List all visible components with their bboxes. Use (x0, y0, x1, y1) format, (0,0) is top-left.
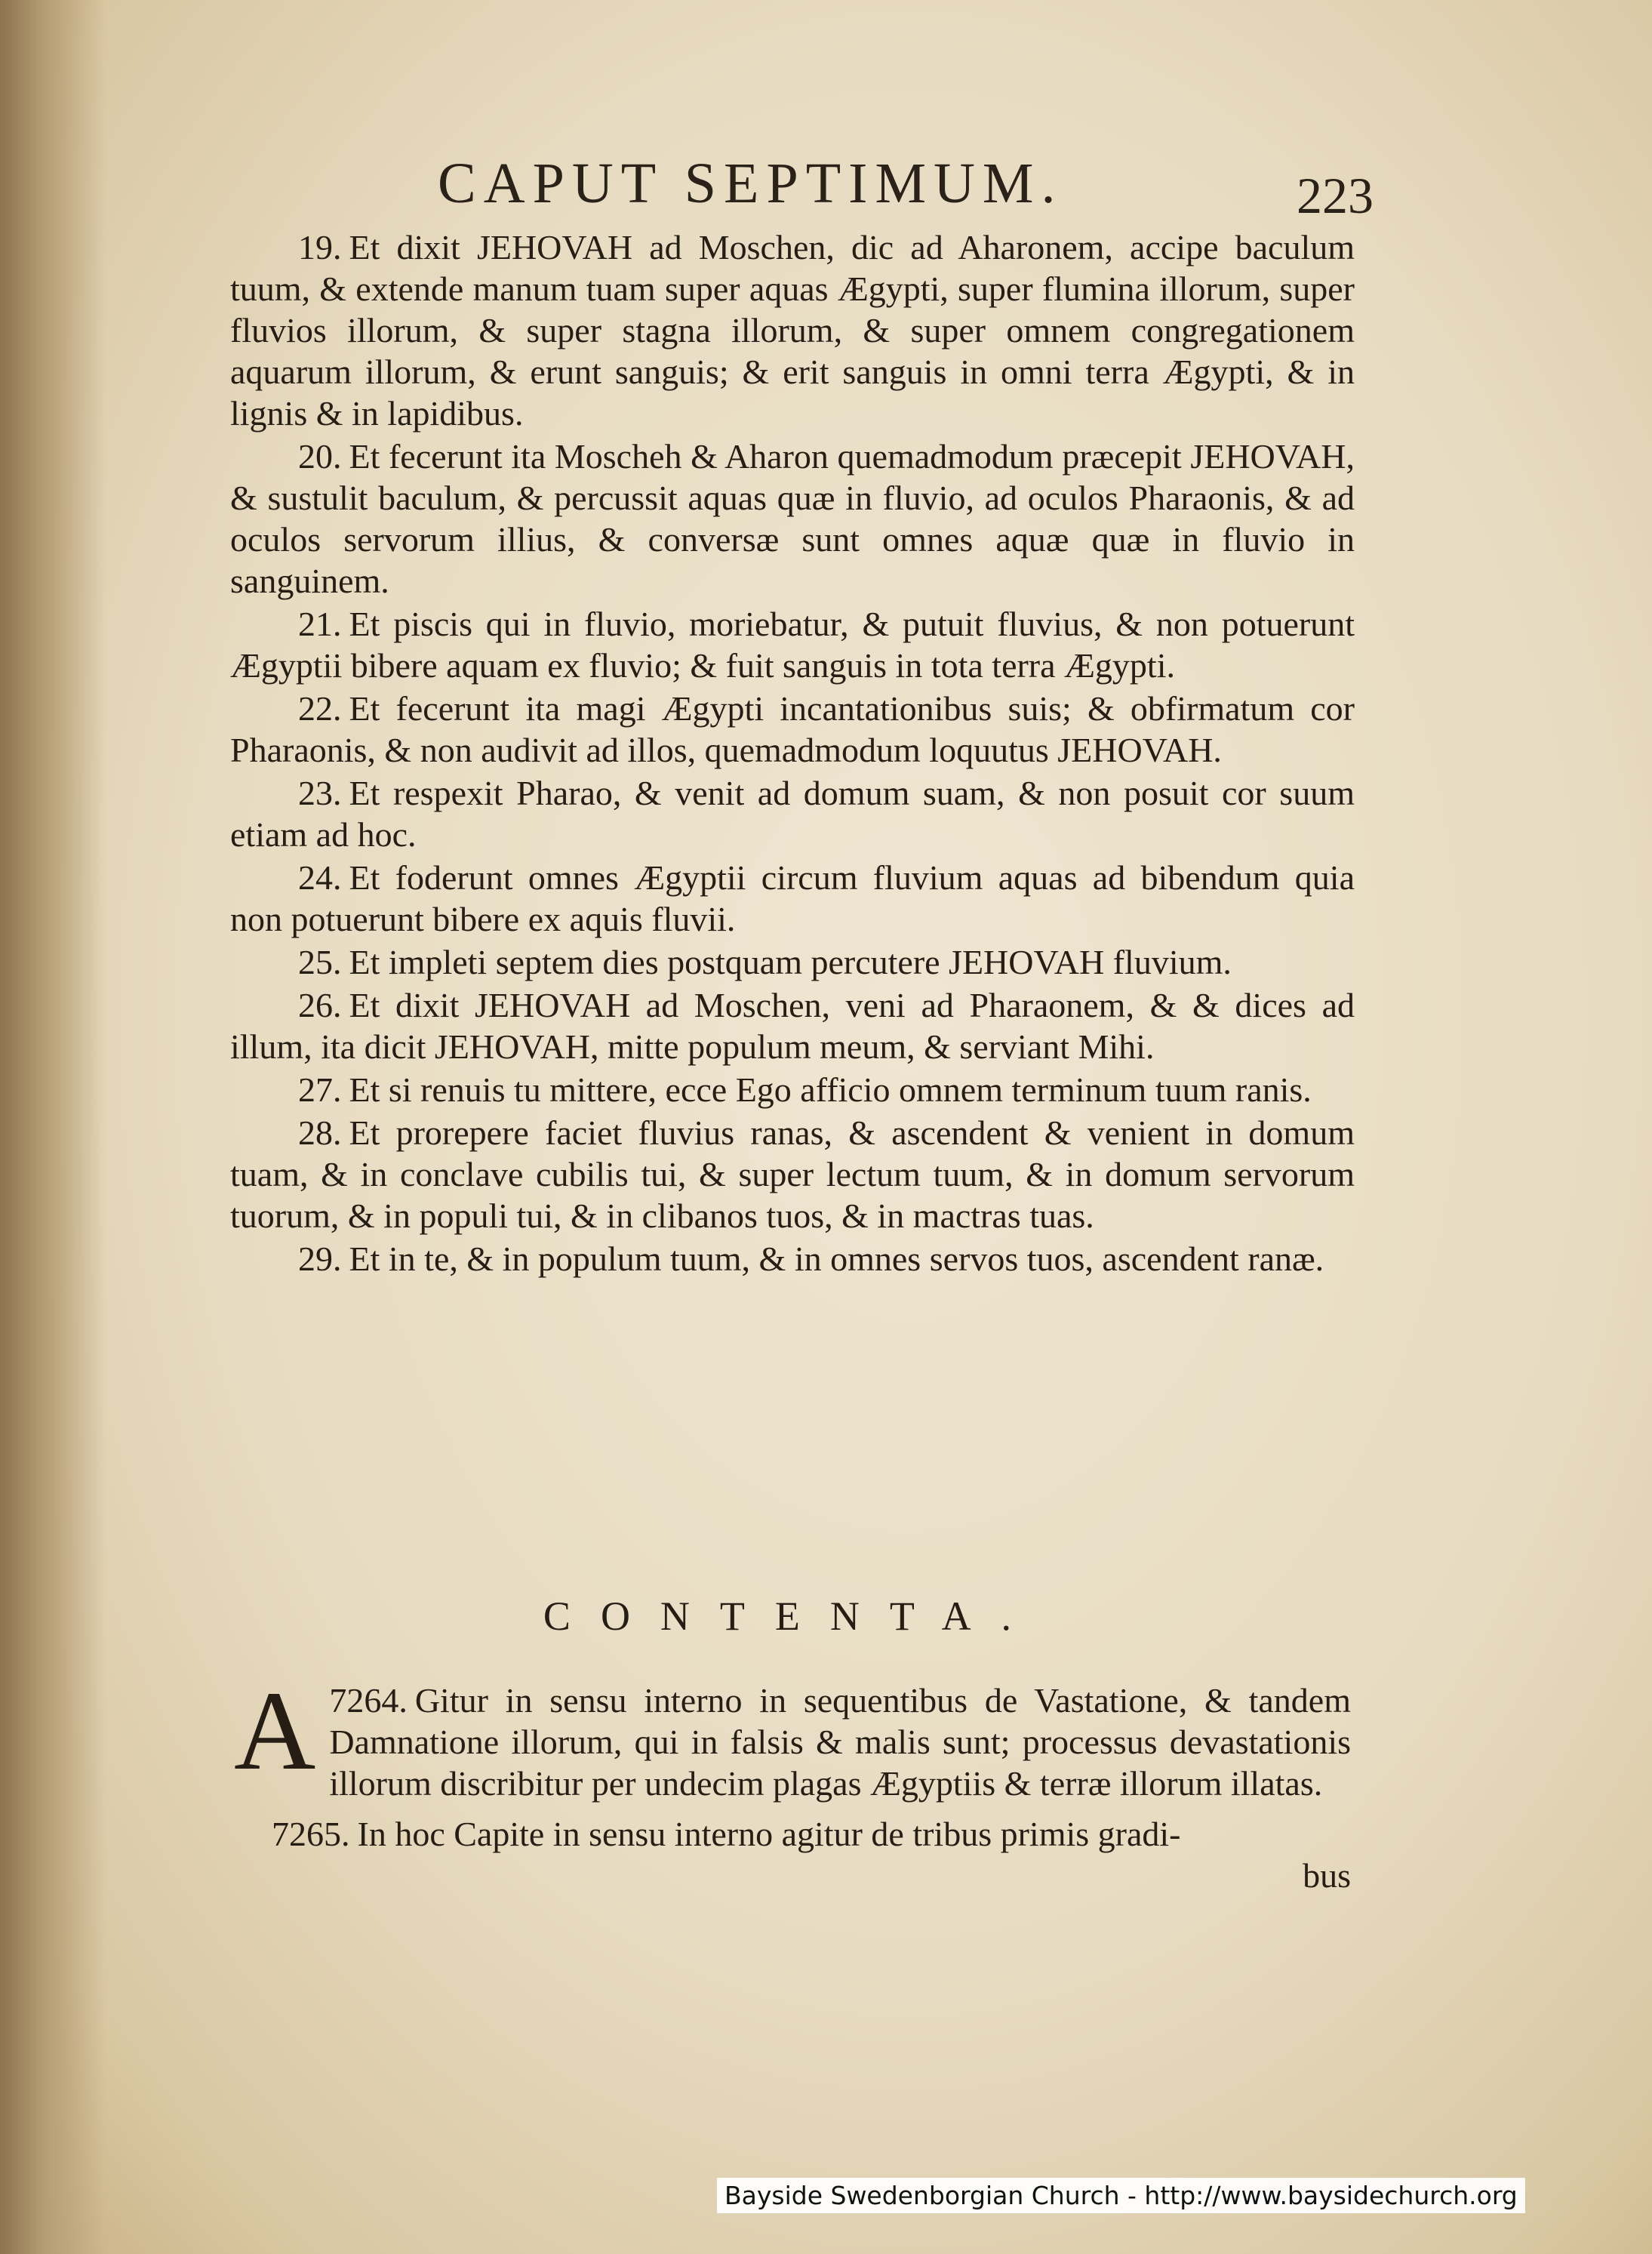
verse-text: Et prorepere faciet fluvius ranas, & ascendent & venient in domum tuam, & in conclave cubilis tui, & super lectum tuum, & in domum servorum tuorum, & in populi tui, & in clibanos tuos, & in mactras tuas. (230, 1113, 1355, 1235)
verse-text: Et fecerunt ita magi Ægypti incantationibus suis; & obfirmatum cor Pharaonis, & non audivit ad illos, quemadmodum loquutus JEHOVAH. (230, 689, 1355, 769)
running-head: CAPUT SEPTIMUM. (438, 152, 1063, 215)
verse-list (230, 226, 1355, 1281)
verse-number: 27. (298, 1070, 342, 1109)
verse-21 (230, 603, 1355, 686)
page-header (226, 151, 1374, 234)
verse-26 (230, 984, 1355, 1067)
verse-25 (230, 941, 1355, 983)
drop-cap: A (234, 1668, 316, 1794)
paragraph-7265 (226, 1813, 1351, 1855)
verse-20 (230, 436, 1355, 602)
verse-28 (230, 1112, 1355, 1236)
verse-text: Et dixit JEHOVAH ad Moschen, dic ad Aharonem, accipe baculum tuum, & extende manum tuam super aquas Ægypti, super flumina illorum, super fluvios illorum, & super stagna illorum, & super omnem congregationem aquarum illorum, & erunt sanguis; & erit sanguis in omni terra Ægypti, & in lignis & in lapidibus. (230, 228, 1355, 433)
verse-text: Et fecerunt ita Moscheh & Aharon quemadmodum præcepit JEHOVAH, & sustulit baculum, & percussit aquas quæ in fluvio, ad oculos Pharaonis, & ad oculos servorum illius, & conversæ sunt omnes aquæ quæ in fluvio in sanguinem. (230, 437, 1355, 600)
verse-19 (230, 226, 1355, 434)
verse-number: 21. (298, 605, 342, 643)
verse-text: Et impleti septem dies postquam percutere JEHOVAH fluvium. (349, 943, 1232, 981)
verse-text: Et in te, & in populum tuum, & in omnes servos tuos, ascendent ranæ. (349, 1239, 1324, 1278)
verse-number: 26. (298, 986, 342, 1024)
catchword: bus (1303, 1856, 1351, 1895)
verse-text: Et respexit Pharao, & venit ad domum suam, & non posuit cor suum etiam ad hoc. (230, 774, 1355, 854)
verse-number: 22. (298, 689, 342, 728)
verse-24 (230, 857, 1355, 940)
page-number: 223 (1297, 167, 1374, 224)
source-credit: Bayside Swedenborgian Church - http://www.baysidechurch.org (717, 2178, 1525, 2213)
contenta-block (226, 1668, 1351, 1896)
verse-number: 24. (298, 858, 342, 897)
verse-text: Et dixit JEHOVAH ad Moschen, veni ad Pharaonem, & & dices ad illum, ita dicit JEHOVAH, mitte populum meum, & serviant Mihi. (230, 986, 1355, 1066)
verse-text: Et si renuis tu mittere, ecce Ego afficio omnem terminum tuum ranis. (349, 1070, 1312, 1109)
paragraph-text: In hoc Capite in sensu interno agitur de tribus primis gradi- (357, 1815, 1181, 1853)
verse-text: Et piscis qui in fluvio, moriebatur, & putuit fluvius, & non potuerunt Ægyptii bibere aquam ex fluvio; & fuit sanguis in tota terra Ægypti. (230, 605, 1355, 685)
verse-number: 28. (298, 1113, 342, 1152)
paragraph-7264 (226, 1668, 1351, 1804)
verse-27 (230, 1069, 1355, 1110)
paragraph-text: Gitur in sensu interno in sequentibus de Vastatione, & tandem Damnatione illorum, qui in falsis & malis sunt; processus devastationis illorum discribitur per undecim plagas Ægyptiis & terræ illorum illatas. (329, 1681, 1351, 1803)
verse-number: 23. (298, 774, 342, 812)
section-title-contenta: CONTENTA. (543, 1594, 1042, 1639)
verse-text: Et foderunt omnes Ægyptii circum fluvium aquas ad bibendum quia non potuerunt bibere ex aquis fluvii. (230, 858, 1355, 938)
verse-number: 25. (298, 943, 342, 981)
verse-22 (230, 688, 1355, 771)
paragraph-number: 7265. (272, 1815, 350, 1853)
page-gutter-shadow (0, 0, 106, 2254)
verse-number: 20. (298, 437, 342, 476)
verse-number: 19. (298, 228, 342, 266)
verse-29 (230, 1238, 1355, 1279)
paragraph-number: 7264. (329, 1681, 408, 1720)
verse-number: 29. (298, 1239, 342, 1278)
verse-23 (230, 772, 1355, 855)
